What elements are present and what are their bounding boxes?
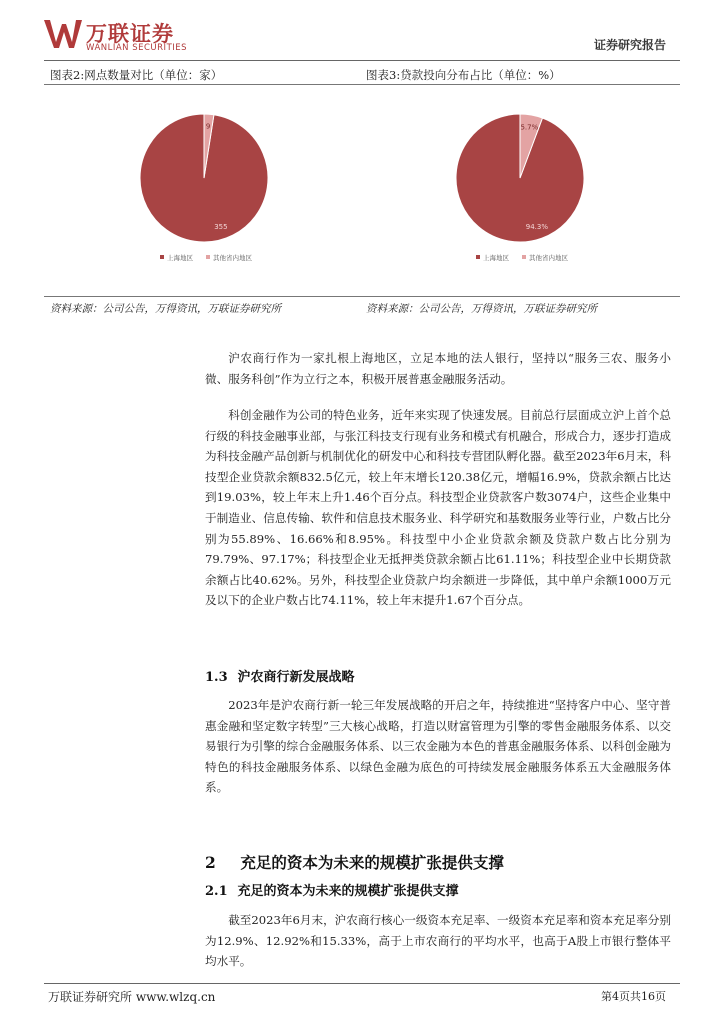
footer-divider — [44, 983, 680, 984]
company-logo — [44, 18, 194, 58]
section-1-3-number: 1.3 — [205, 670, 228, 685]
figure-3-source: 资料来源：公司公告，万得资讯，万联证券研究所 — [366, 303, 597, 315]
section-1-3-heading — [205, 666, 355, 685]
paragraph-tech-finance: 科创金融作为公司的特色业务，近年来实现了快速发展。目前总行层面成立沪上首个总行级的科技金融事业部，与张江科技支行现有业务和模式有机融合，形成合力，逐步打造成为科技金融产品创新与机制优化的研发中心和科技专营团队孵化器。截至2023年6月末，科技型企业贷款余额832.5亿元，较上年末增长120.38亿元，增幅16.9%，贷款余额占比达到19.03%，较上年末上升1.46个百分点。科技型企业贷款客户数3074户，这些企业集中于制造业、信息传输、软件和信息技术服务业、科学研究和基数服务业等行业，户数占比分别为55.89%、16.66%和8.95%。科技型中小企业贷款余额及贷款户数占比分别为79.79%、97.17%；科技型企业无抵押类贷款余额占比61.11%；科技型企业中长期贷款余额占比40.62%。另外，科技型企业贷款户均余额进一步降低，其中单户余额1000万元及以下的企业户数占比74.11%，较上年末提升1.67个百分点。 — [205, 408, 671, 608]
pie-chart-branches — [44, 86, 374, 296]
caption-divider — [44, 84, 680, 85]
report-type-label: 证券研究报告 — [593, 38, 666, 52]
legend-label-0: 上海地区 — [167, 254, 193, 262]
logo-chinese-name: 万联证券 — [86, 22, 174, 46]
section-2-number: 2 — [205, 853, 216, 872]
header-divider — [44, 60, 680, 61]
paragraph-intro: 沪农商行作为一家扎根上海地区，立足本地的法人银行，坚持以“服务三农、服务小微、服务科创”作为立行之本，积极开展普惠金融服务活动。 — [205, 351, 671, 386]
page-header — [0, 0, 724, 62]
section-2-1-number: 2.1 — [205, 884, 228, 899]
source-divider — [44, 296, 680, 297]
pie-slice-label-0: 355 — [214, 223, 228, 231]
section-2-heading — [205, 851, 504, 873]
figure-2-caption: 图表2:网点数量对比（单位：家） — [50, 68, 223, 82]
pie-slice-label-1: 5.7% — [520, 123, 539, 132]
logo-english-name: WANLIAN SECURITIES — [86, 43, 188, 53]
figure-3-caption: 图表3:贷款投向分布占比（单位：%） — [366, 68, 561, 82]
pie-slice-label-0: 94.3% — [525, 223, 549, 231]
section-1-3-title: 沪农商行新发展战略 — [237, 670, 355, 685]
legend-label-1: 其他省内地区 — [529, 254, 568, 262]
legend-swatch-1 — [522, 255, 526, 259]
legend-swatch-0 — [160, 255, 164, 259]
wanlian-logo-icon — [44, 18, 82, 50]
legend-swatch-1 — [206, 255, 210, 259]
figure-2-source: 资料来源：公司公告，万得资讯，万联证券研究所 — [50, 303, 281, 315]
figure-2-chart — [44, 86, 374, 296]
paragraph-strategy: 2023年是沪农商行新一轮三年发展战略的开启之年，持续推进“坚持客户中心、坚守普惠金融和坚定数字转型”三大核心战略，打造以财富管理为引擎的零售金融服务体系、以交易银行为引擎的综合金融服务体系、以三农金融为本色的普惠金融服务体系、以科创金融为特色的科技金融服务体系、以绿色金融为底色的可持续发展金融服务体系五大金融服务体系。 — [205, 698, 671, 795]
figure-3-chart — [360, 86, 690, 296]
section-2-title: 充足的资本为未来的规模扩张提供支撑 — [240, 853, 504, 872]
section-2-1-title: 充足的资本为未来的规模扩张提供支撑 — [237, 884, 459, 899]
pie-slice-label-1: 9 — [205, 122, 211, 131]
footer-website: 万联证券研究所 www.wlzq.cn — [48, 990, 216, 1004]
page-number: 第4页共16页 — [601, 990, 666, 1003]
legend-label-1: 其他省内地区 — [213, 254, 252, 262]
section-2-1-heading — [205, 880, 459, 899]
pie-chart-loans — [360, 86, 690, 296]
legend-swatch-0 — [476, 255, 480, 259]
legend-label-0: 上海地区 — [483, 254, 509, 262]
paragraph-capital: 截至2023年6月末，沪农商行核心一级资本充足率、一级资本充足率和资本充足率分别为12.9%、12.92%和15.33%，高于上市农商行的平均水平，也高于A股上市银行整体平均水平。 — [205, 913, 671, 969]
